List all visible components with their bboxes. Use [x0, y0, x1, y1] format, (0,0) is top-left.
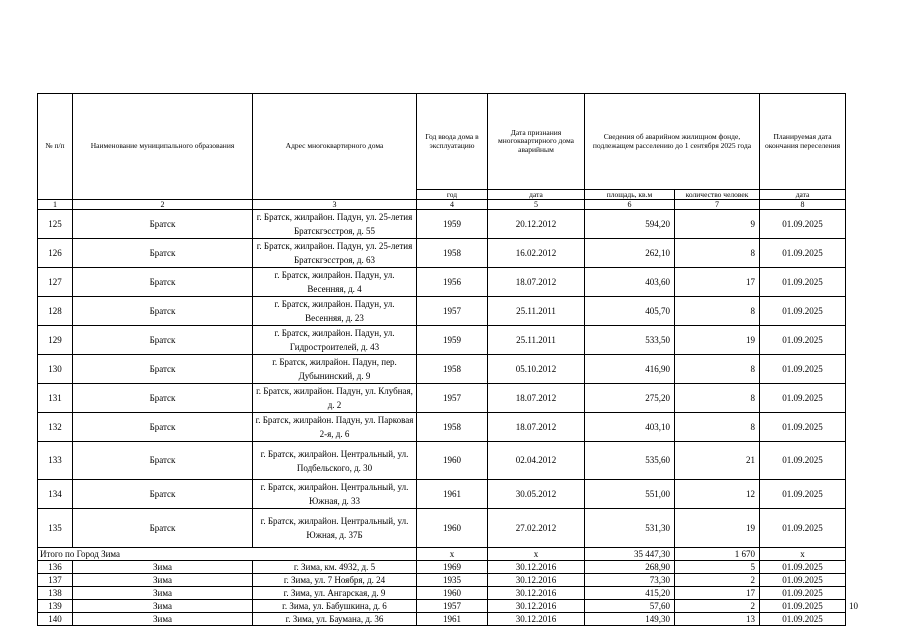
- address-cell: г. Зима, ул. Баумана, д. 36: [253, 613, 417, 626]
- area-cell: 268,90: [585, 561, 675, 574]
- year-cell: 1969: [417, 561, 488, 574]
- table-row: [38, 442, 846, 480]
- recognition-date-cell: 20.12.2012: [488, 210, 585, 239]
- total-label: Итого по Город Зима: [38, 548, 417, 561]
- planned-date-cell: 01.09.2025: [760, 384, 846, 413]
- column-numbers-row: [38, 200, 846, 210]
- row-number: 130: [38, 355, 73, 384]
- planned-date-cell: 01.09.2025: [760, 210, 846, 239]
- planned-date-cell: 01.09.2025: [760, 326, 846, 355]
- table-row: [38, 297, 846, 326]
- people-cell: 2: [675, 574, 760, 587]
- table-row: [38, 613, 846, 626]
- municipality-cell: Зима: [73, 600, 253, 613]
- area-cell: 594,20: [585, 210, 675, 239]
- address-cell: г. Братск, жилрайон. Падун, ул. Гидростроителей, д. 43: [253, 326, 417, 355]
- row-number: 137: [38, 574, 73, 587]
- subheader-people: количество человек: [675, 190, 760, 200]
- planned-date-cell: 01.09.2025: [760, 297, 846, 326]
- header-planned-date: Планируемая дата окончания переселения: [760, 94, 846, 190]
- table-row: [38, 587, 846, 600]
- recognition-date-cell: 05.10.2012: [488, 355, 585, 384]
- table-row: [38, 239, 846, 268]
- address-cell: г. Братск, жилрайон. Центральный, ул. Южная, д. 33: [253, 480, 417, 509]
- people-cell: 19: [675, 326, 760, 355]
- recognition-date-cell: 25.11.2011: [488, 326, 585, 355]
- municipality-cell: Братск: [73, 384, 253, 413]
- area-cell: 262,10: [585, 239, 675, 268]
- area-cell: 73,30: [585, 574, 675, 587]
- area-cell: 416,90: [585, 355, 675, 384]
- year-cell: 1959: [417, 210, 488, 239]
- address-cell: г. Зима, ул. Бабушкина, д. 6: [253, 600, 417, 613]
- row-number: 131: [38, 384, 73, 413]
- people-cell: 2: [675, 600, 760, 613]
- people-cell: 9: [675, 210, 760, 239]
- subheader-year: год: [417, 190, 488, 200]
- column-number: 2: [73, 200, 253, 210]
- municipality-cell: Братск: [73, 210, 253, 239]
- header-year: Год ввода дома в эксплуатацию: [417, 94, 488, 190]
- recognition-date-cell: 30.12.2016: [488, 600, 585, 613]
- area-cell: 405,70: [585, 297, 675, 326]
- total-planned: x: [760, 548, 846, 561]
- year-cell: 1961: [417, 480, 488, 509]
- people-cell: 21: [675, 442, 760, 480]
- total-date: x: [488, 548, 585, 561]
- planned-date-cell: 01.09.2025: [760, 600, 846, 613]
- table-row: [38, 574, 846, 587]
- subheader-area: площадь, кв.м: [585, 190, 675, 200]
- table-row: [38, 384, 846, 413]
- planned-date-cell: 01.09.2025: [760, 442, 846, 480]
- municipality-cell: Братск: [73, 413, 253, 442]
- year-cell: 1960: [417, 587, 488, 600]
- column-number: 4: [417, 200, 488, 210]
- people-cell: 8: [675, 355, 760, 384]
- header-recognition-date: Дата признания многоквартирного дома аварийным: [488, 94, 585, 190]
- header-emergency-info: Сведения об аварийном жилищном фонде, подлежащем расселению до 1 сентября 2025 года: [585, 94, 760, 190]
- recognition-date-cell: 16.02.2012: [488, 239, 585, 268]
- planned-date-cell: 01.09.2025: [760, 413, 846, 442]
- address-cell: г. Братск, жилрайон. Падун, ул. Весенняя, д. 23: [253, 297, 417, 326]
- recognition-date-cell: 30.12.2016: [488, 561, 585, 574]
- municipality-cell: Братск: [73, 239, 253, 268]
- people-cell: 8: [675, 384, 760, 413]
- people-cell: 19: [675, 509, 760, 548]
- municipality-cell: Зима: [73, 587, 253, 600]
- year-cell: 1958: [417, 239, 488, 268]
- row-number: 125: [38, 210, 73, 239]
- recognition-date-cell: 25.11.2011: [488, 297, 585, 326]
- table-row: [38, 413, 846, 442]
- row-number: 128: [38, 297, 73, 326]
- area-cell: 551,00: [585, 480, 675, 509]
- people-cell: 13: [675, 613, 760, 626]
- people-cell: 8: [675, 413, 760, 442]
- address-cell: г. Братск, жилрайон. Падун, ул. 25-летия Братскгэсстроя, д. 63: [253, 239, 417, 268]
- column-number: 3: [253, 200, 417, 210]
- recognition-date-cell: 30.12.2016: [488, 574, 585, 587]
- address-cell: г. Братск, жилрайон. Падун, ул. 25-летия Братскгэсстроя, д. 55: [253, 210, 417, 239]
- area-cell: 149,30: [585, 613, 675, 626]
- municipality-cell: Братск: [73, 326, 253, 355]
- header-address: Адрес многоквартирного дома: [253, 94, 417, 200]
- area-cell: 531,30: [585, 509, 675, 548]
- year-cell: 1959: [417, 326, 488, 355]
- area-cell: 415,20: [585, 587, 675, 600]
- area-cell: 403,10: [585, 413, 675, 442]
- address-cell: г. Братск, жилрайон. Падун, ул. Весенняя, д. 4: [253, 268, 417, 297]
- people-cell: 8: [675, 239, 760, 268]
- table-row: [38, 561, 846, 574]
- municipality-cell: Братск: [73, 509, 253, 548]
- area-cell: 57,60: [585, 600, 675, 613]
- municipality-cell: Зима: [73, 574, 253, 587]
- year-cell: 1956: [417, 268, 488, 297]
- recognition-date-cell: 18.07.2012: [488, 413, 585, 442]
- subheader-date2: дата: [760, 190, 846, 200]
- row-number: 126: [38, 239, 73, 268]
- column-number: 8: [760, 200, 846, 210]
- recognition-date-cell: 18.07.2012: [488, 384, 585, 413]
- address-cell: г. Братск, жилрайон. Падун, ул. Парковая 2-я, д. 6: [253, 413, 417, 442]
- municipality-cell: Зима: [73, 613, 253, 626]
- area-cell: 403,60: [585, 268, 675, 297]
- recognition-date-cell: 30.05.2012: [488, 480, 585, 509]
- year-cell: 1958: [417, 413, 488, 442]
- subheader-date: дата: [488, 190, 585, 200]
- header-no: № п/п: [38, 94, 73, 200]
- row-number: 138: [38, 587, 73, 600]
- page-number: 10: [849, 601, 858, 611]
- municipality-cell: Братск: [73, 297, 253, 326]
- year-cell: 1957: [417, 384, 488, 413]
- planned-date-cell: 01.09.2025: [760, 561, 846, 574]
- year-cell: 1960: [417, 442, 488, 480]
- column-number: 7: [675, 200, 760, 210]
- address-cell: г. Зима, ул. Ангарская, д. 9: [253, 587, 417, 600]
- row-number: 140: [38, 613, 73, 626]
- row-number: 133: [38, 442, 73, 480]
- planned-date-cell: 01.09.2025: [760, 509, 846, 548]
- recognition-date-cell: 30.12.2016: [488, 587, 585, 600]
- address-cell: г. Братск, жилрайон. Центральный, ул. Южная, д. 37Б: [253, 509, 417, 548]
- municipality-cell: Зима: [73, 561, 253, 574]
- column-number: 1: [38, 200, 73, 210]
- table-row: [38, 509, 846, 548]
- table-row: [38, 355, 846, 384]
- recognition-date-cell: 02.04.2012: [488, 442, 585, 480]
- planned-date-cell: 01.09.2025: [760, 587, 846, 600]
- resettlement-table: [37, 93, 846, 626]
- year-cell: 1960: [417, 509, 488, 548]
- area-cell: 275,20: [585, 384, 675, 413]
- year-cell: 1961: [417, 613, 488, 626]
- people-cell: 8: [675, 297, 760, 326]
- area-cell: 535,60: [585, 442, 675, 480]
- people-cell: 5: [675, 561, 760, 574]
- year-cell: 1958: [417, 355, 488, 384]
- recognition-date-cell: 30.12.2016: [488, 613, 585, 626]
- area-cell: 533,50: [585, 326, 675, 355]
- people-cell: 17: [675, 587, 760, 600]
- column-number: 5: [488, 200, 585, 210]
- total-year: x: [417, 548, 488, 561]
- header-municipality: Наименование муниципального образования: [73, 94, 253, 200]
- row-number: 139: [38, 600, 73, 613]
- people-cell: 17: [675, 268, 760, 297]
- table-row: [38, 600, 846, 613]
- total-people: 1 670: [675, 548, 760, 561]
- table-row: [38, 268, 846, 297]
- planned-date-cell: 01.09.2025: [760, 268, 846, 297]
- planned-date-cell: 01.09.2025: [760, 613, 846, 626]
- municipality-cell: Братск: [73, 442, 253, 480]
- row-number: 129: [38, 326, 73, 355]
- people-cell: 12: [675, 480, 760, 509]
- row-number: 127: [38, 268, 73, 297]
- address-cell: г. Зима, км. 4932, д. 5: [253, 561, 417, 574]
- municipality-cell: Братск: [73, 480, 253, 509]
- recognition-date-cell: 18.07.2012: [488, 268, 585, 297]
- address-cell: г. Братск, жилрайон. Падун, ул. Клубная, д. 2: [253, 384, 417, 413]
- row-number: 132: [38, 413, 73, 442]
- planned-date-cell: 01.09.2025: [760, 355, 846, 384]
- planned-date-cell: 01.09.2025: [760, 480, 846, 509]
- total-row: [38, 548, 846, 561]
- year-cell: 1957: [417, 297, 488, 326]
- table-row: [38, 210, 846, 239]
- row-number: 134: [38, 480, 73, 509]
- year-cell: 1957: [417, 600, 488, 613]
- planned-date-cell: 01.09.2025: [760, 574, 846, 587]
- year-cell: 1935: [417, 574, 488, 587]
- address-cell: г. Зима, ул. 7 Ноября, д. 24: [253, 574, 417, 587]
- total-area: 35 447,30: [585, 548, 675, 561]
- table-row: [38, 480, 846, 509]
- address-cell: г. Братск, жилрайон. Центральный, ул. Подбельского, д. 30: [253, 442, 417, 480]
- row-number: 136: [38, 561, 73, 574]
- municipality-cell: Братск: [73, 268, 253, 297]
- municipality-cell: Братск: [73, 355, 253, 384]
- recognition-date-cell: 27.02.2012: [488, 509, 585, 548]
- row-number: 135: [38, 509, 73, 548]
- address-cell: г. Братск, жилрайон. Падун, пер. Дубынинский, д. 9: [253, 355, 417, 384]
- table-row: [38, 326, 846, 355]
- column-number: 6: [585, 200, 675, 210]
- planned-date-cell: 01.09.2025: [760, 239, 846, 268]
